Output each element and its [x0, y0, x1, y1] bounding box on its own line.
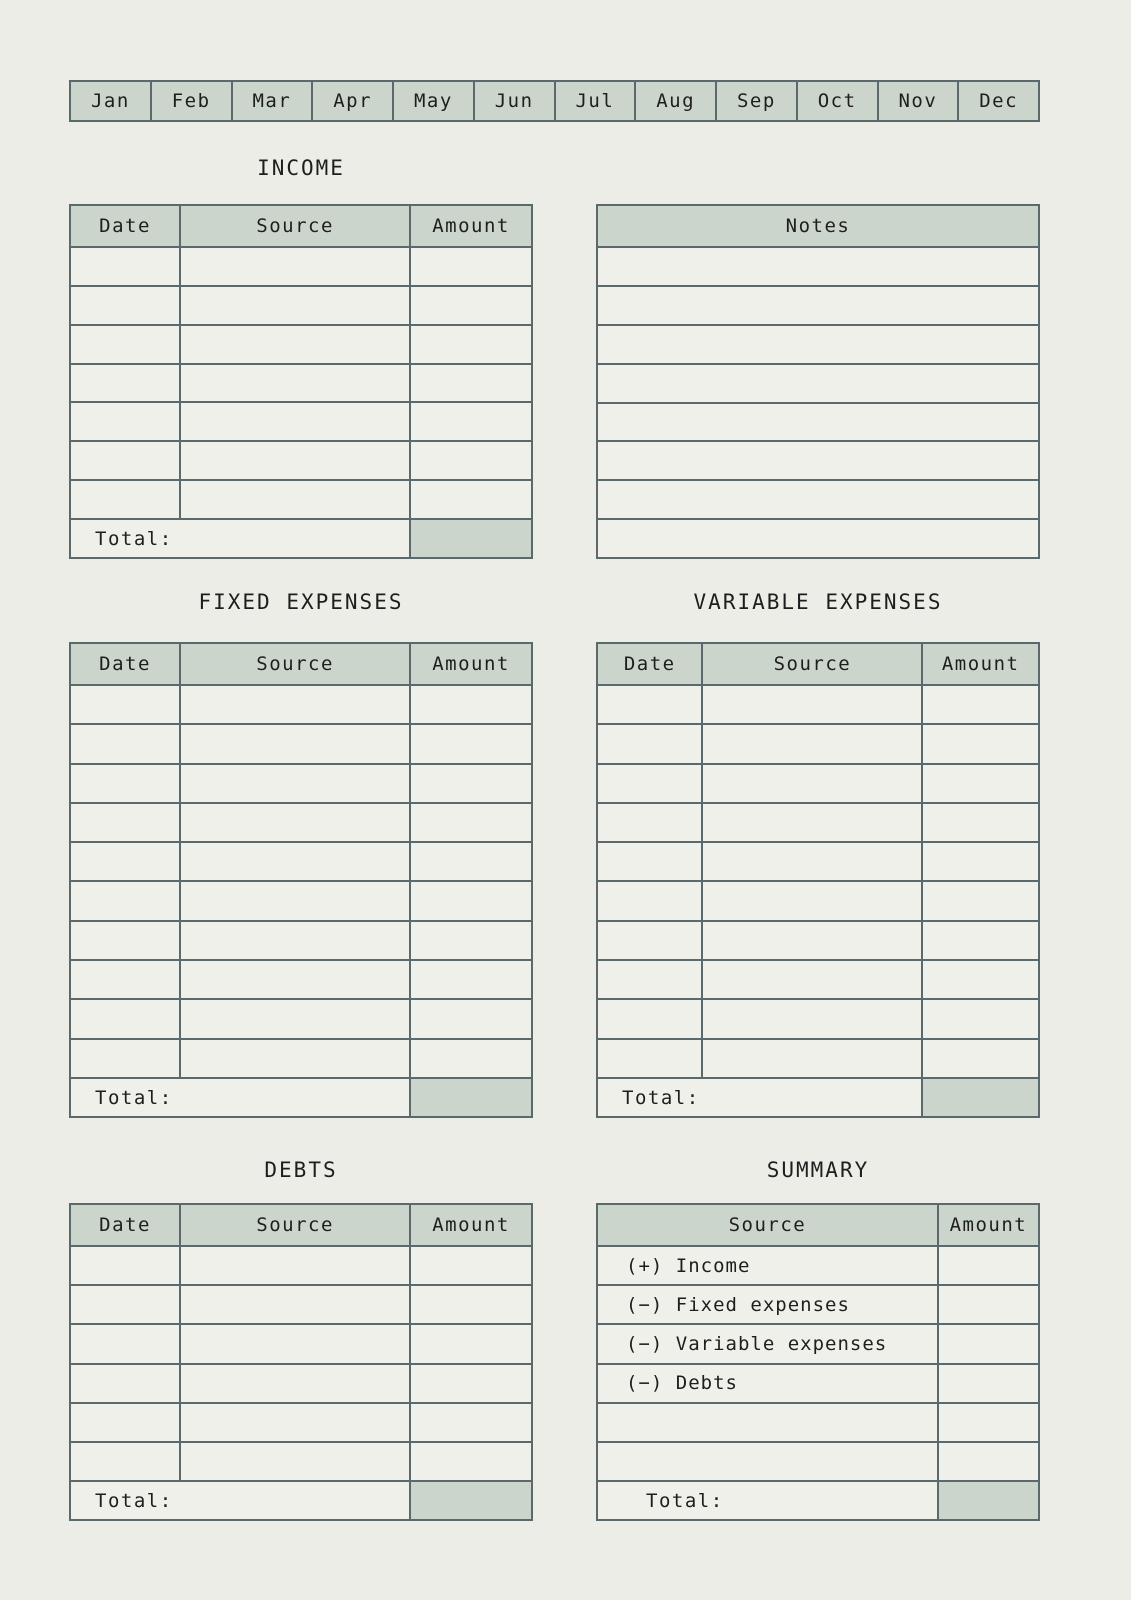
income-column-header-source: Source: [179, 206, 409, 246]
table-row: [598, 479, 1038, 518]
amount-cell[interactable]: [409, 1325, 531, 1362]
date-cell[interactable]: [71, 326, 179, 363]
date-cell[interactable]: [598, 804, 701, 841]
fixed-column-header-amount: Amount: [409, 644, 531, 684]
table-row: [231, 82, 312, 120]
notes-column-header: Notes: [785, 215, 851, 237]
debts-table: [69, 1203, 533, 1521]
summary-row-label[interactable]: [598, 1443, 937, 1480]
table-row: [877, 82, 958, 120]
summary-amount-cell[interactable]: [937, 1443, 1038, 1480]
amount-cell[interactable]: [409, 765, 531, 802]
summary-row-label: (−) Fixed expenses: [626, 1293, 850, 1316]
fixed-expenses-total-label: Total:: [95, 1086, 173, 1109]
amount-cell[interactable]: [409, 1404, 531, 1441]
amount-cell[interactable]: [921, 765, 1038, 802]
summary-amount-cell[interactable]: [937, 1404, 1038, 1441]
month-tab[interactable]: Dec: [979, 90, 1019, 112]
fixed-expenses-header-row: [71, 644, 531, 684]
table-row: [71, 763, 531, 802]
table-row: [71, 285, 531, 324]
table-row: [71, 401, 531, 440]
summary-table-body: [598, 1245, 1038, 1480]
source-cell[interactable]: [179, 1000, 409, 1037]
date-cell[interactable]: [598, 686, 701, 723]
amount-cell[interactable]: [409, 1000, 531, 1037]
amount-cell[interactable]: [921, 922, 1038, 959]
table-row: [71, 1038, 531, 1077]
source-cell[interactable]: [701, 725, 921, 762]
fixed-expenses-table-body: [71, 684, 531, 1077]
debts-column-header-source: Source: [179, 1205, 409, 1245]
section-titles-income: [69, 156, 1040, 180]
month-tab-bar: [69, 80, 1040, 122]
date-cell[interactable]: [598, 1000, 701, 1037]
date-cell[interactable]: [71, 1443, 179, 1480]
variable-expenses-table-body: [598, 684, 1038, 1077]
fixed-column-header-source: Source: [179, 644, 409, 684]
table-row: [598, 402, 1038, 441]
source-cell[interactable]: [701, 804, 921, 841]
summary-row-label: (−) Debts: [626, 1372, 738, 1395]
table-row: [598, 518, 1038, 557]
fixed-column-header-date: Date: [99, 653, 151, 675]
notes-table: [596, 204, 1040, 559]
table-row: [598, 1441, 1038, 1480]
table-row: [71, 363, 531, 402]
table-row: [150, 82, 231, 120]
date-cell[interactable]: [71, 287, 179, 324]
date-cell[interactable]: [71, 725, 179, 762]
table-row: [598, 802, 1038, 841]
notes-cell[interactable]: [598, 442, 1038, 479]
table-row: [473, 82, 554, 120]
table-row: [71, 479, 531, 518]
amount-cell[interactable]: [409, 326, 531, 363]
date-cell[interactable]: [71, 442, 179, 479]
table-row: [598, 1038, 1038, 1077]
date-cell[interactable]: [71, 1040, 179, 1077]
date-cell[interactable]: [71, 1286, 179, 1323]
income-column-header-date: Date: [99, 215, 151, 237]
source-cell[interactable]: [179, 686, 409, 723]
section-titles-debts-summary: [69, 1158, 1040, 1182]
amount-cell[interactable]: [409, 442, 531, 479]
table-row: [598, 363, 1038, 402]
table-row: [71, 802, 531, 841]
date-cell[interactable]: [71, 765, 179, 802]
notes-cell[interactable]: [598, 404, 1038, 441]
date-cell[interactable]: [71, 481, 179, 518]
table-row: [598, 246, 1038, 285]
debts-table-body: [71, 1245, 531, 1480]
date-cell[interactable]: [71, 1404, 179, 1441]
table-row: [598, 763, 1038, 802]
variable-column-header-date: Date: [623, 653, 676, 675]
debts-total-label: Total:: [95, 1489, 173, 1512]
summary-row-label: (+) Income: [626, 1254, 751, 1277]
amount-cell[interactable]: [409, 1040, 531, 1077]
table-row: [71, 1363, 531, 1402]
source-cell[interactable]: [179, 248, 409, 285]
amount-cell[interactable]: [409, 922, 531, 959]
amount-cell[interactable]: [921, 1040, 1038, 1077]
source-cell[interactable]: [179, 287, 409, 324]
date-cell[interactable]: [598, 765, 701, 802]
source-cell[interactable]: [179, 1325, 409, 1362]
source-cell[interactable]: [701, 686, 921, 723]
amount-cell[interactable]: [409, 882, 531, 919]
table-row: [71, 82, 150, 120]
date-cell[interactable]: [71, 804, 179, 841]
amount-cell[interactable]: [409, 1247, 531, 1284]
table-row: [715, 82, 796, 120]
source-cell[interactable]: [179, 882, 409, 919]
month-tab[interactable]: Sep: [736, 90, 776, 112]
amount-cell[interactable]: [409, 365, 531, 402]
month-tab[interactable]: Apr: [333, 90, 373, 112]
source-cell[interactable]: [701, 1000, 921, 1037]
summary-column-header-amount: Amount: [937, 1205, 1038, 1245]
table-row: [598, 920, 1038, 959]
debts-title: DEBTS: [264, 1158, 338, 1182]
source-cell[interactable]: [179, 403, 409, 440]
month-tab[interactable]: Feb: [171, 90, 211, 112]
notes-cell[interactable]: [598, 287, 1038, 324]
amount-cell[interactable]: [409, 1443, 531, 1480]
table-row: [796, 82, 877, 120]
section-titles-expenses: [69, 590, 1040, 614]
summary-total-label: Total:: [646, 1489, 724, 1512]
notes-cell[interactable]: [598, 326, 1038, 363]
notes-cell[interactable]: [598, 248, 1038, 285]
income-table-body: [71, 246, 531, 518]
variable-column-header-amount: Amount: [921, 644, 1038, 684]
debts-total-amount-cell[interactable]: [409, 1482, 531, 1519]
table-row: [598, 324, 1038, 363]
date-cell[interactable]: [71, 882, 179, 919]
section-debts-summary: [69, 1203, 1040, 1521]
table-row: [71, 998, 531, 1037]
amount-cell[interactable]: [921, 1000, 1038, 1037]
date-cell[interactable]: [598, 1040, 701, 1077]
source-cell[interactable]: [701, 765, 921, 802]
source-cell[interactable]: [701, 961, 921, 998]
amount-cell[interactable]: [921, 725, 1038, 762]
income-column-header-amount: Amount: [409, 206, 531, 246]
source-cell[interactable]: [179, 1286, 409, 1323]
date-cell[interactable]: [71, 1000, 179, 1037]
summary-title: SUMMARY: [766, 1158, 870, 1182]
table-row: [957, 82, 1038, 120]
income-total-label: Total:: [95, 527, 173, 550]
table-row: [598, 684, 1038, 723]
summary-header-row: [598, 1205, 1038, 1245]
notes-table-header-row: [598, 206, 1038, 246]
date-cell[interactable]: [71, 1325, 179, 1362]
amount-cell[interactable]: [409, 686, 531, 723]
summary-row-label: (−) Variable expenses: [626, 1332, 888, 1355]
date-cell[interactable]: [71, 686, 179, 723]
income-table-header-row: [71, 206, 531, 246]
variable-expenses-total-amount-cell[interactable]: [921, 1079, 1038, 1116]
table-row: [598, 1363, 1038, 1402]
source-cell[interactable]: [179, 961, 409, 998]
notes-cell[interactable]: [598, 365, 1038, 402]
fixed-expenses-total-row: [71, 1077, 531, 1116]
summary-table: [596, 1203, 1040, 1521]
source-cell[interactable]: [179, 804, 409, 841]
source-cell[interactable]: [179, 1040, 409, 1077]
month-tab[interactable]: May: [413, 90, 453, 112]
table-row: [71, 440, 531, 479]
amount-cell[interactable]: [921, 804, 1038, 841]
table-row: [598, 1323, 1038, 1362]
summary-amount-cell[interactable]: [937, 1247, 1038, 1284]
date-cell[interactable]: [71, 922, 179, 959]
table-row: [71, 723, 531, 762]
table-row: [598, 880, 1038, 919]
variable-expenses-total-row: [598, 1077, 1038, 1116]
fixed-expenses-total-amount-cell[interactable]: [409, 1079, 531, 1116]
source-cell[interactable]: [701, 922, 921, 959]
month-tab[interactable]: Jan: [90, 90, 130, 112]
debts-column-header-amount: Amount: [409, 1205, 531, 1245]
source-cell[interactable]: [179, 442, 409, 479]
variable-expenses-table: [596, 642, 1040, 1118]
amount-cell[interactable]: [409, 725, 531, 762]
source-cell[interactable]: [179, 1443, 409, 1480]
notes-cell[interactable]: [598, 481, 1038, 518]
table-row: [71, 1245, 531, 1284]
section-expenses: [69, 642, 1040, 1118]
source-cell[interactable]: [179, 1247, 409, 1284]
summary-total-amount-cell[interactable]: [937, 1482, 1038, 1519]
notes-table-body: [598, 246, 1038, 557]
date-cell[interactable]: [598, 882, 701, 919]
table-row: [598, 998, 1038, 1037]
table-row: [311, 82, 392, 120]
table-row: [71, 959, 531, 998]
section-income: [69, 204, 1040, 559]
table-row: [598, 1284, 1038, 1323]
amount-cell[interactable]: [409, 804, 531, 841]
source-cell[interactable]: [179, 1365, 409, 1402]
amount-cell[interactable]: [921, 961, 1038, 998]
variable-expenses-title: VARIABLE EXPENSES: [693, 590, 943, 614]
summary-column-header-source: Source: [728, 1214, 807, 1236]
income-total-amount-cell[interactable]: [409, 520, 531, 557]
table-row: [598, 723, 1038, 762]
amount-cell[interactable]: [921, 882, 1038, 919]
date-cell[interactable]: [71, 1365, 179, 1402]
date-cell[interactable]: [598, 843, 701, 880]
date-cell[interactable]: [598, 961, 701, 998]
income-table: [69, 204, 533, 559]
table-row: [598, 1402, 1038, 1441]
amount-cell[interactable]: [921, 843, 1038, 880]
notes-cell[interactable]: [598, 520, 1038, 557]
amount-cell[interactable]: [409, 403, 531, 440]
table-row: [71, 324, 531, 363]
table-row: [634, 82, 715, 120]
source-cell[interactable]: [179, 843, 409, 880]
fixed-expenses-title: FIXED EXPENSES: [198, 590, 404, 614]
month-tab[interactable]: Mar: [252, 90, 292, 112]
variable-expenses-total-label: Total:: [622, 1086, 700, 1109]
table-row: [71, 1323, 531, 1362]
table-row: [71, 841, 531, 880]
source-cell[interactable]: [701, 843, 921, 880]
amount-cell[interactable]: [921, 686, 1038, 723]
table-row: [598, 959, 1038, 998]
source-cell[interactable]: [701, 1040, 921, 1077]
table-row: [71, 880, 531, 919]
amount-cell[interactable]: [409, 1365, 531, 1402]
month-tab[interactable]: Jul: [575, 90, 615, 112]
date-cell[interactable]: [71, 403, 179, 440]
summary-amount-cell[interactable]: [937, 1365, 1038, 1402]
summary-amount-cell[interactable]: [937, 1286, 1038, 1323]
source-cell[interactable]: [179, 725, 409, 762]
summary-amount-cell[interactable]: [937, 1325, 1038, 1362]
table-row: [392, 82, 473, 120]
variable-expenses-header-row: [598, 644, 1038, 684]
income-total-row: [71, 518, 531, 557]
amount-cell[interactable]: [409, 287, 531, 324]
source-cell[interactable]: [179, 365, 409, 402]
month-tab[interactable]: Nov: [898, 90, 938, 112]
income-title: INCOME: [257, 156, 345, 180]
source-cell[interactable]: [179, 765, 409, 802]
fixed-expenses-table: [69, 642, 533, 1118]
table-row: [598, 841, 1038, 880]
summary-total-row: [598, 1480, 1038, 1519]
date-cell[interactable]: [71, 365, 179, 402]
amount-cell[interactable]: [409, 481, 531, 518]
date-cell[interactable]: [71, 1247, 179, 1284]
table-row: [71, 1402, 531, 1441]
date-cell[interactable]: [71, 248, 179, 285]
source-cell[interactable]: [701, 882, 921, 919]
month-tab[interactable]: Oct: [817, 90, 857, 112]
table-row: [71, 920, 531, 959]
table-row: [554, 82, 635, 120]
variable-column-header-source: Source: [701, 644, 921, 684]
date-cell[interactable]: [71, 843, 179, 880]
month-tab[interactable]: Jun: [494, 90, 534, 112]
amount-cell[interactable]: [409, 1286, 531, 1323]
table-row: [598, 285, 1038, 324]
summary-row-label[interactable]: [598, 1404, 937, 1441]
table-row: [71, 1441, 531, 1480]
source-cell[interactable]: [179, 1404, 409, 1441]
debts-header-row: [71, 1205, 531, 1245]
source-cell[interactable]: [179, 481, 409, 518]
date-cell[interactable]: [598, 922, 701, 959]
month-tab[interactable]: Aug: [656, 90, 696, 112]
source-cell[interactable]: [179, 326, 409, 363]
table-row: [71, 684, 531, 723]
date-cell[interactable]: [71, 961, 179, 998]
amount-cell[interactable]: [409, 843, 531, 880]
table-row: [71, 246, 531, 285]
debts-total-row: [71, 1480, 531, 1519]
date-cell[interactable]: [598, 725, 701, 762]
debts-column-header-date: Date: [99, 1214, 151, 1236]
table-row: [598, 1245, 1038, 1284]
source-cell[interactable]: [179, 922, 409, 959]
table-row: [598, 440, 1038, 479]
amount-cell[interactable]: [409, 961, 531, 998]
table-row: [71, 1284, 531, 1323]
amount-cell[interactable]: [409, 248, 531, 285]
